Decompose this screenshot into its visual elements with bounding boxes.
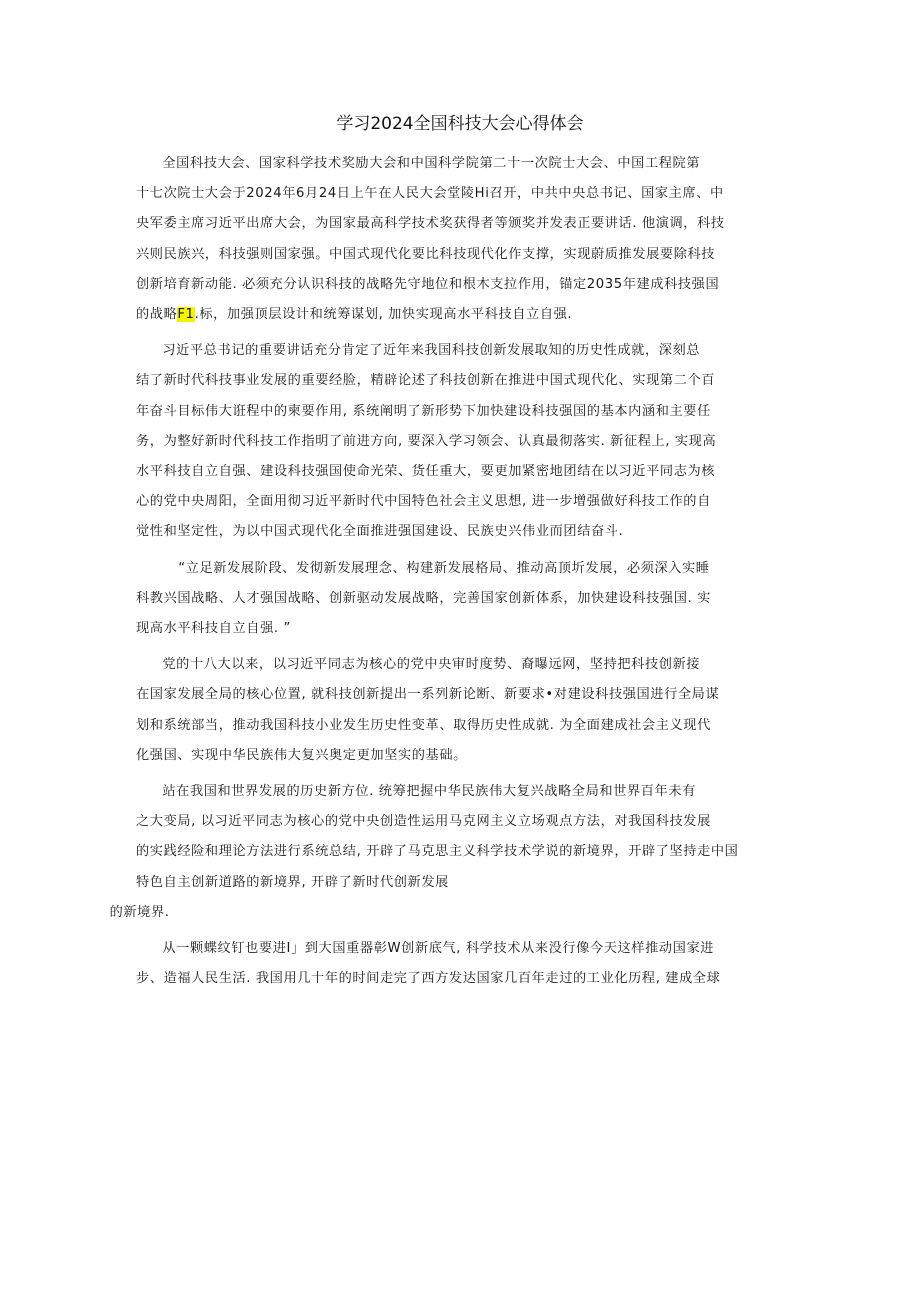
text-fragment: .标，加强顶层设计和统筹谋划, 加快实现高水平科技自立自强. (194, 307, 573, 323)
paragraph-1 (136, 149, 786, 330)
document-body (109, 149, 786, 1000)
text-line: 央军委主席习近平出席大会，为国家最高科学技术奖获得者等颁奖并发表正要讲话. 他演调，科技 (136, 216, 725, 232)
paragraph-5 (109, 777, 786, 928)
text-line: “立足新发展阶段、发彻新发展理念、构建新发展格局、推动高顶圻发展，必须深入实睡 (178, 560, 710, 576)
text-line: 心的党中央周阳，全面用彻习近平新时代中国特色社会主义思想, 进一步增强做好科技工作的自 (136, 494, 711, 510)
text-line: 划和系统部当，推动我国科技小业发生历史性变革、取得历史性成就. 为全面建成社会主义现代 (136, 717, 711, 733)
text-line: 年奋斗目标伟大诳程中的柬要作用, 系统阐明了新形势下加快建设科技强国的基本内涵和主要任 (136, 403, 711, 419)
text-line: 特色自主创新道路的新境界, 开辟了新时代创新发展 (136, 874, 449, 890)
text-line: 的实践经险和理论方法进行系统总结, 开辟了马克思主义科学技术学说的新境界，开辟了坚持走中国 (136, 844, 739, 860)
text-line: 之大变局, 以习近平同志为核心的党中央创造性运用马克网主义立场观点方法，对我国科技发展 (136, 814, 711, 830)
document-title: 学习2024全国科技大会心得体会 (336, 114, 584, 134)
text-line: 务，为整好新时代科技工作指明了前进方向, 要深入学习领会、认真最彻落实. 新征程上, 实现高 (136, 433, 717, 449)
highlighted-text: F1 (177, 307, 195, 323)
paragraph-2 (136, 336, 786, 547)
text-line: 全国科技大会、国家科学技术奖励大会和中国科学院第二十一次院士大会、中国工程院第 (162, 156, 701, 171)
text-line: 站在我国和世界发展的历史新方位. 统筹把握中华民族伟大复兴战略全局和世界百年未有 (162, 784, 696, 800)
text-line: 化强国、实现中华民族伟大复兴奥定更加坚实的基础。 (136, 747, 467, 763)
text-line: 从一颗蝶纹钉也要进I」到大国重器彰W创新底气, 科学技术从来没行像今天这样推动国家进 (162, 941, 715, 957)
text-line: 党的十八大以来，以习近平同志为核心的党中央审时度势、裔曝远网，坚持把科技创新接 (162, 657, 701, 673)
text-line: 步、造福人民生活. 我国用几十年的时间走完了西方发达国家几百年走过的工业化历程, 建成全球 (136, 971, 721, 987)
text-line: 结了新时代科技事业发展的重要经脸，精辟论述了科技创新在推进中国式现代化、实现第二个百 (136, 373, 716, 389)
text-line (136, 300, 786, 330)
text-line: 现高水平科技自立自强. ” (136, 621, 291, 637)
text-line: 的新境界. (109, 904, 170, 920)
text-line: 觉性和坚定性，为以中国式现代化全面推进强国建设、民族史兴伟业而团结奋斗. (136, 524, 624, 540)
text-line: 十七次院士大会于2024年6月24日上午在人民大会堂陵Hi召开，中共中央总书记、国家主席、中 (136, 186, 724, 202)
paragraph-4 (136, 650, 786, 771)
text-line: 习近平总书记的重要讲话充分肯定了近年来我国科技创新发展取知的历史性成就，深刻总 (162, 343, 701, 359)
paragraph-6 (136, 934, 786, 994)
text-line: 在国家发展全局的核心位置, 就科技创新提出一系列新论断、新要求•对建设科技强国进行全局谋 (136, 687, 720, 703)
text-line: 兴则民族兴，科技强则国家强。中国式现代化要比科技现代化作支撑，实现蔚质推发展要除科技 (136, 246, 716, 262)
text-fragment: 的战略 (136, 307, 178, 323)
text-line: 创新培育新动能. 必须充分认识科技的战略先守地位和根木支拉作用，锚定2035年建成科技强国 (136, 276, 720, 292)
text-line: 科教兴国战略、人才强国战略、创新驱动发展战略，完善国家创新体系，加快建设科技强国. 实 (136, 590, 711, 606)
text-line: 水平科技自立自强、建设科技强国使命光荣、货任重大，要更加紧密地团结在以习近平同志为核 (136, 464, 716, 480)
quote-paragraph (136, 554, 786, 645)
